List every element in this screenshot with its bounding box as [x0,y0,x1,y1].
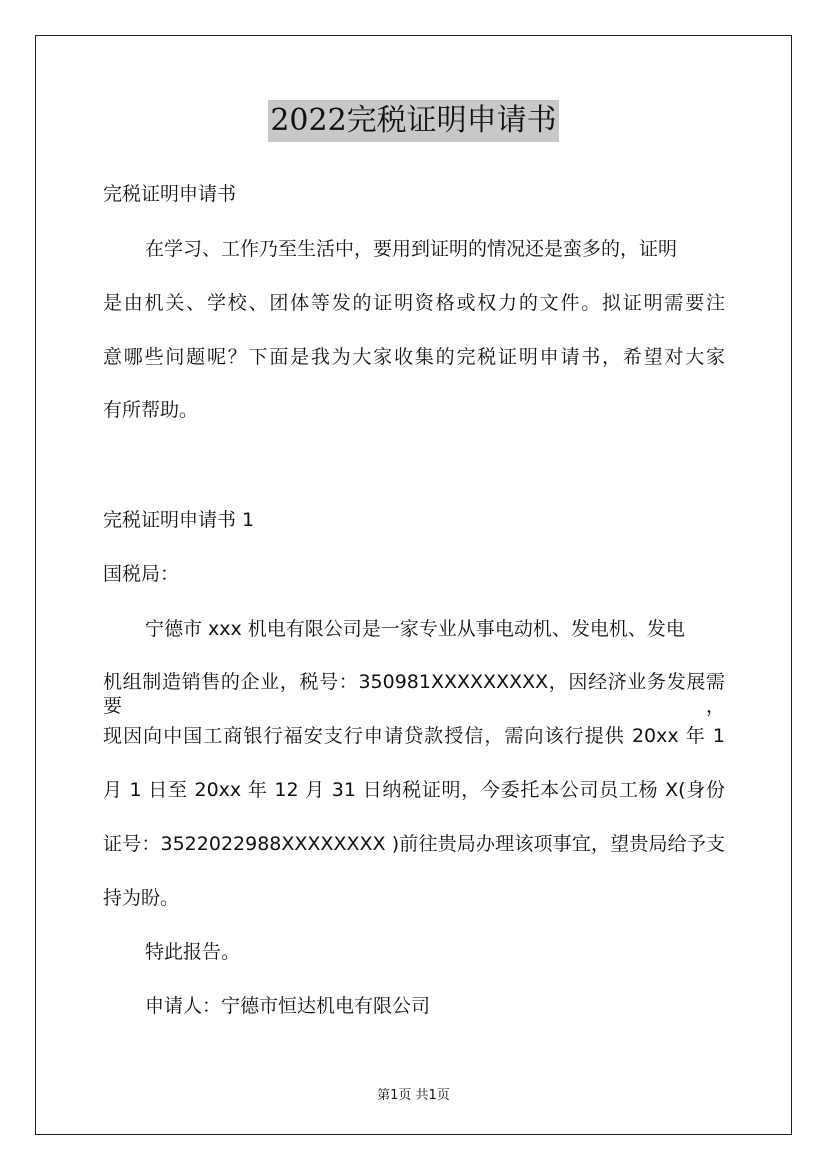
body-line-5: 证号：3522022988XXXXXXXX )前往贵局办理该项事宜，望贵局给予支 [103,833,725,855]
body-line-6: 持为盼。 [103,887,180,909]
intro-line-1: 在学习、工作乃至生活中，要用到证明的情况还是蛮多的，证明 [145,238,678,260]
page-footer: 第1页 共1页 [377,1088,450,1103]
salutation: 国税局： [103,563,180,585]
intro-line-4: 有所帮助。 [103,399,199,421]
document-title: 2022完税证明申请书 [268,100,558,142]
intro-line-3: 意哪些问题呢？下面是我为大家收集的完税证明申请书，希望对大家 [103,346,725,368]
body-line-3: 现因向中国工商银行福安支行申请贷款授信，需向该行提供 20xx 年 1 [103,725,725,747]
intro-line-2: 是由机关、学校、团体等发的证明资格或权力的文件。拟证明需要注 [103,292,725,314]
body-line-1: 宁德市 xxx 机电有限公司是一家专业从事电动机、发电机、发电 [145,618,685,640]
section-title: 完税证明申请书 1 [103,509,255,531]
closing-text: 特此报告。 [145,941,241,963]
document-heading: 完税证明申请书 [103,183,237,205]
title-container [0,100,827,142]
body-line-4: 月 1 日至 20xx 年 12 月 31 日纳税证明，今委托本公司员工杨 X(身份 [103,779,725,801]
body-line-2: 机组制造销售的企业，税号：350981XXXXXXXXX，因经济业务发展需要， [103,671,725,717]
applicant-line: 申请人：宁德市恒达机电有限公司 [145,995,431,1017]
